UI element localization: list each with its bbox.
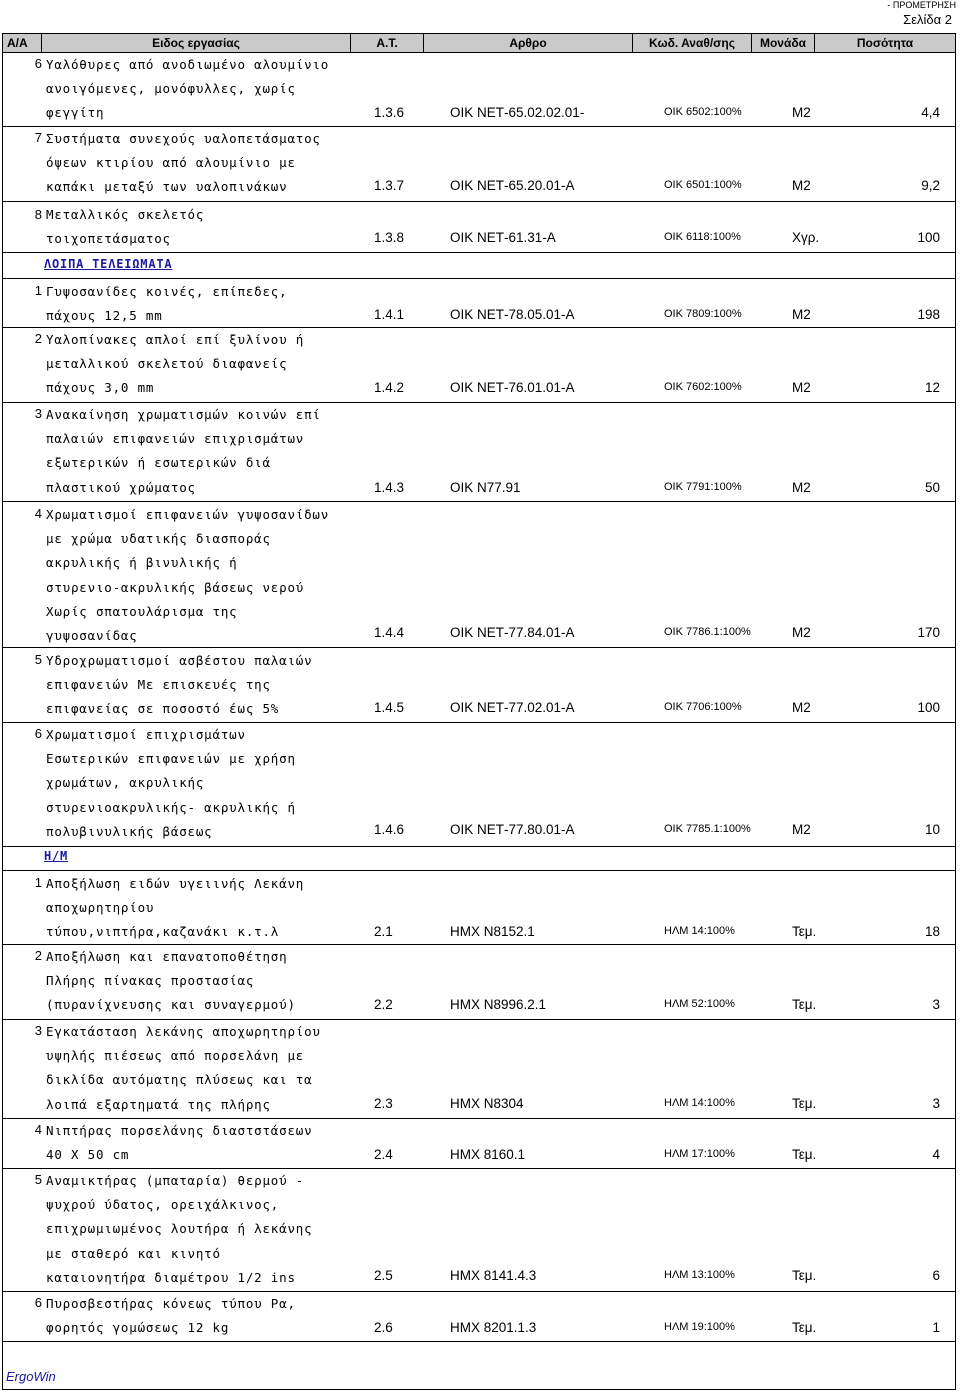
row-at: 1.3.7: [374, 178, 405, 193]
table-row: [2, 1292, 956, 1342]
row-number: 2: [34, 948, 42, 963]
row-quantity: 3: [932, 1096, 940, 1111]
row-description: Νιπτήρας πορσελάνης διαστστάσεων 40 Χ 50 cm: [46, 1123, 313, 1163]
row-number: 7: [34, 130, 42, 145]
col-article: Αρθρο: [424, 34, 633, 53]
footer-brand: ErgoWin: [6, 1369, 56, 1384]
row-description: Μεταλλικός σκελετός τοιχοπετάσματος: [46, 207, 205, 247]
col-code: Κωδ. Αναθ/σης: [633, 34, 752, 53]
row-code: ΟΙΚ 6502:100%: [664, 106, 742, 118]
row-unit: Μ2: [792, 380, 811, 395]
row-quantity: 3: [932, 997, 940, 1012]
row-description: Εγκατάσταση λεκάνης αποχωρητηρίου υψηλής πιέσεως από πορσελάνη με δικλίδα αυτόματης πλύσεως και τα λοιπά εξαρτηματά της πλήρης: [46, 1024, 321, 1112]
row-article: ΗΜΧ Ν8152.1: [450, 924, 535, 939]
row-article: ΟΙΚ ΝΕΤ-61.31-Α: [450, 230, 556, 245]
row-at: 1.4.4: [374, 625, 405, 640]
row-code: ΟΙΚ 7809:100%: [664, 308, 742, 320]
table-row: [2, 648, 956, 723]
row-at: 2.6: [374, 1320, 393, 1335]
table-row: [2, 502, 956, 648]
row-description: Αποξήλωση ειδών υγειινής Λεκάνη αποχωρητηρίου τύπου,νιπτήρα,καζανάκι κ.τ.λ: [46, 876, 305, 940]
row-unit: Τεμ.: [792, 1096, 817, 1111]
col-unit: Μονάδα: [752, 34, 815, 53]
row-unit: Μ2: [792, 178, 811, 193]
section-heading-other-finishes: ΛΟΙΠΑ ΤΕΛΕΙΩΜΑΤΑ: [44, 257, 173, 271]
table-row: [2, 1169, 956, 1292]
row-article: ΟΙΚ ΝΕΤ-77.02.01-Α: [450, 700, 575, 715]
row-unit: Μ2: [792, 625, 811, 640]
section-heading-electromechanical: Η/Μ: [44, 849, 69, 863]
table-row: [2, 127, 956, 202]
row-description: Υαλόθυρες από ανοδιωμένο αλουμίνιο ανοιγόμενες, μονόφυλλες, χωρίς φεγγίτη: [46, 57, 330, 121]
row-number: 4: [34, 1122, 42, 1137]
row-unit: Τεμ.: [792, 1147, 817, 1162]
row-number: 5: [34, 652, 42, 667]
row-description: Ανακαίνηση χρωματισμών κοινών επί παλαιών επιφανειών επιχρισμάτων εξωτερικών ή εσωτερικών διά πλαστικού χρώματος: [46, 407, 321, 495]
row-description: Πυροσβεστήρας κόνεως τύπου Ρα, φορητός γομώσεως 12 kg: [46, 1296, 296, 1336]
row-article: ΗΜΧ Ν8996.2.1: [450, 997, 547, 1012]
row-code: ΗΛΜ 14:100%: [664, 1097, 735, 1109]
row-article: ΟΙΚ ΝΕΤ-77.84.01-Α: [450, 625, 575, 640]
table-row: [2, 53, 956, 127]
row-unit: Τεμ.: [792, 1320, 817, 1335]
table-row: [2, 870, 956, 945]
table-row: [2, 278, 956, 328]
row-number: 6: [34, 726, 42, 741]
row-unit: Τεμ.: [792, 924, 817, 939]
row-code: ΟΙΚ 6118:100%: [664, 231, 741, 243]
row-quantity: 12: [924, 380, 940, 395]
table-row: [2, 1119, 956, 1169]
row-code: ΟΙΚ 7785.1:100%: [664, 823, 751, 835]
row-article: ΟΙΚ ΝΕΤ-76.01.01-Α: [450, 380, 575, 395]
row-at: 2.4: [374, 1147, 393, 1162]
col-quantity: Ποσότητα: [815, 34, 956, 53]
row-number: 3: [34, 406, 42, 421]
row-article: ΟΙΚ Ν77.91: [450, 480, 521, 495]
row-quantity: 9,2: [921, 178, 940, 193]
table-row: [2, 945, 956, 1020]
col-aa: Α/Α: [3, 34, 42, 53]
row-at: 1.4.6: [374, 822, 405, 837]
row-at: 1.4.2: [374, 380, 405, 395]
row-at: 1.4.1: [374, 307, 405, 322]
row-article: ΟΙΚ ΝΕΤ-78.05.01-Α: [450, 307, 575, 322]
row-code: ΟΙΚ 7791:100%: [664, 481, 742, 493]
row-code: ΟΙΚ 7786.1:100%: [664, 626, 751, 638]
col-description: Ειδος εργασίας: [42, 34, 351, 53]
row-article: ΟΙΚ ΝΕΤ-77.80.01-Α: [450, 822, 575, 837]
row-at: 1.3.6: [374, 105, 405, 120]
row-code: ΗΛΜ 13:100%: [664, 1269, 735, 1281]
row-quantity: 170: [917, 625, 940, 640]
row-at: 1.3.8: [374, 230, 405, 245]
table-row: [2, 1020, 956, 1119]
row-number: 8: [34, 207, 42, 222]
row-quantity: 100: [917, 700, 940, 715]
column-header-row: [2, 33, 956, 53]
row-code: ΟΙΚ 6501:100%: [664, 179, 742, 191]
row-description: Αποξήλωση και επανατοποθέτηση Πλήρης πίνακας προστασίας (πυρανίχνευσης και συναγερμού): [46, 949, 296, 1013]
row-number: 1: [34, 875, 42, 890]
row-article: ΟΙΚ ΝΕΤ-65.20.01-Α: [450, 178, 575, 193]
row-code: ΗΛΜ 52:100%: [664, 998, 735, 1010]
row-quantity: 4: [932, 1147, 940, 1162]
row-at: 2.5: [374, 1268, 393, 1283]
table-row: [2, 328, 956, 403]
row-unit: Τεμ.: [792, 997, 817, 1012]
row-quantity: 1: [932, 1320, 940, 1335]
row-number: 1: [34, 283, 42, 298]
row-unit: Μ2: [792, 105, 811, 120]
row-quantity: 100: [917, 230, 940, 245]
row-number: 2: [34, 331, 42, 346]
table-row: [2, 202, 956, 253]
row-code: ΟΙΚ 7706:100%: [664, 701, 742, 713]
row-article: ΗΜΧ 8201.1.3: [450, 1320, 537, 1335]
row-at: 1.4.5: [374, 700, 405, 715]
row-code: ΗΛΜ 17:100%: [664, 1148, 735, 1160]
row-description: Υδροχρωματισμοί ασβέστου παλαιών επιφανειών Με επισκευές της επιφανείας σε ποσοστό έως 5%: [46, 653, 313, 717]
row-description: Χρωματισμοί επιφανειών γυψοσανίδων με χρώμα υδατικής διασποράς ακρυλικής ή βινυλικής ή στυρενιο-ακρυλικής βάσεως νερού Χωρίς σπατουλάρισμα της γυψοσανίδας: [46, 507, 330, 644]
row-quantity: 18: [924, 924, 940, 939]
row-code: ΗΛΜ 14:100%: [664, 925, 735, 937]
row-article: ΗΜΧ 8141.4.3: [450, 1268, 537, 1283]
row-number: 5: [34, 1172, 42, 1187]
row-at: 2.3: [374, 1096, 393, 1111]
row-description: Αναμικτήρας (μπαταρία) θερμού - ψυχρού ύδατος, ορειχάλκινος, επιχρωμιωμένος λουτήρα ή λεκάνης με σταθερό και κινητό καταιονητήρα διαμέτρου 1/2 ins: [46, 1173, 313, 1285]
page-number: Σελίδα 2: [903, 12, 952, 27]
row-code: ΗΛΜ 19:100%: [664, 1321, 735, 1333]
row-unit: Τεμ.: [792, 1268, 817, 1283]
row-quantity: 6: [932, 1268, 940, 1283]
row-number: 6: [34, 1295, 42, 1310]
row-quantity: 50: [924, 480, 940, 495]
document-type-label: - ΠΡΟΜΕΤΡΗΣΗ: [887, 0, 956, 10]
row-unit: Χγρ.: [792, 230, 820, 245]
table-row: [2, 403, 956, 502]
table-row: [2, 723, 956, 847]
row-quantity: 198: [917, 307, 940, 322]
col-at: Α.Τ.: [351, 34, 424, 53]
row-quantity: 10: [924, 822, 940, 837]
row-unit: Μ2: [792, 700, 811, 715]
row-number: 6: [34, 56, 42, 71]
row-unit: Μ2: [792, 307, 811, 322]
row-at: 2.2: [374, 997, 393, 1012]
row-at: 1.4.3: [374, 480, 405, 495]
row-quantity: 4,4: [921, 105, 940, 120]
row-description: Συστήματα συνεχούς υαλοπετάσματος όψεων κτιρίου από αλουμίνιο με καπάκι μεταξύ των υαλοπινάκων: [46, 131, 321, 195]
row-article: ΗΜΧ Ν8304: [450, 1096, 524, 1111]
row-number: 4: [34, 506, 42, 521]
row-unit: Μ2: [792, 822, 811, 837]
row-description: Χρωματισμοί επιχρισμάτων Εσωτερικών επιφανειών με χρήση χρωμάτων, ακρυλικής στυρενιοακρυλικής- ακρυλικής ή πολυβινυλικής βάσεως: [46, 727, 296, 839]
row-article: ΗΜΧ 8160.1: [450, 1147, 526, 1162]
row-number: 3: [34, 1023, 42, 1038]
row-code: ΟΙΚ 7602:100%: [664, 381, 742, 393]
row-unit: Μ2: [792, 480, 811, 495]
row-description: Γυψοσανίδες κοινές, επίπεδες, πάχους 12,5 mm: [46, 284, 288, 324]
row-description: Υαλοπίνακες απλοί επί ξυλίνου ή μεταλλικού σκελετού διαφανείς πάχους 3,0 mm: [46, 332, 305, 396]
row-at: 2.1: [374, 924, 393, 939]
row-article: ΟΙΚ ΝΕΤ-65.02.02.01-: [450, 105, 585, 120]
